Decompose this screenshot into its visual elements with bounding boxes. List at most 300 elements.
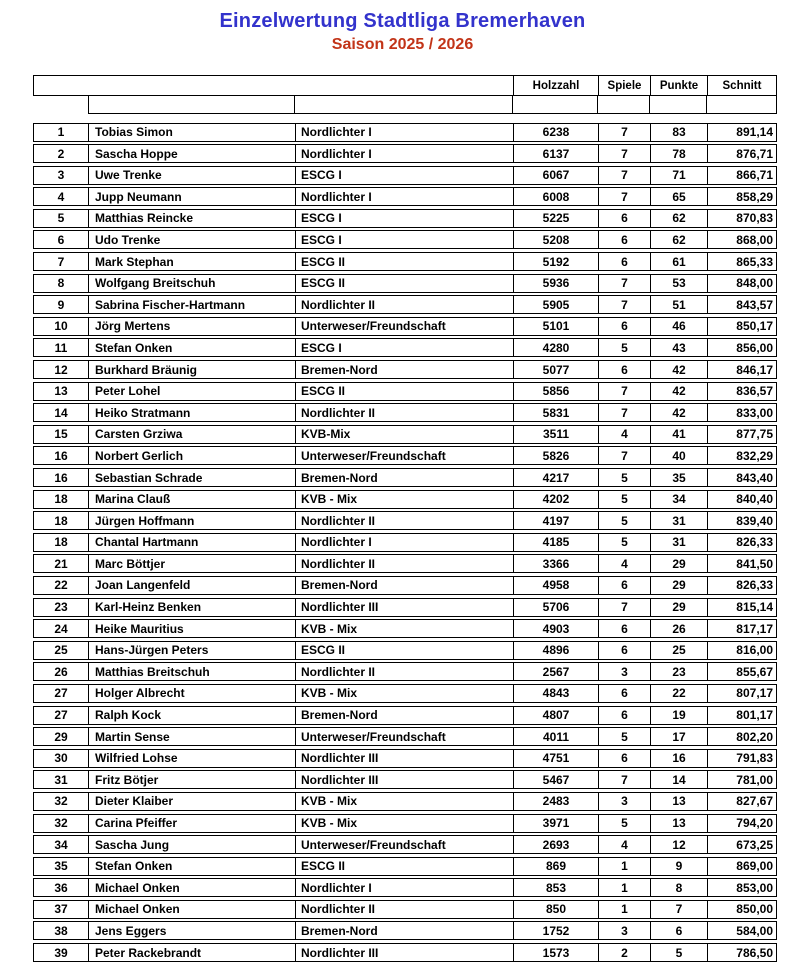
schnitt-cell: 840,40: [736, 492, 773, 507]
table-row: [33, 274, 777, 293]
team-cell: ESCG II: [296, 383, 514, 400]
punkte-cell: 29: [651, 555, 708, 572]
table-row: [33, 792, 777, 811]
spiele-cell: 7: [599, 167, 651, 184]
header-schnitt: Schnitt: [722, 79, 762, 92]
rank-cell: 25: [34, 642, 89, 659]
table-row: [33, 123, 777, 142]
rank-cell: 6: [34, 231, 89, 248]
punkte-cell: 41: [651, 426, 708, 443]
rank-cell: 29: [34, 728, 89, 745]
table-row: [33, 317, 777, 336]
rank-cell: 39: [34, 944, 89, 961]
rank-cell: 37: [34, 901, 89, 918]
holzzahl-cell: 6238: [514, 124, 599, 141]
schnitt-cell: 802,20: [736, 729, 773, 744]
rank-cell: 26: [34, 663, 89, 680]
holzzahl-cell: 4280: [514, 339, 599, 356]
team-cell: KVB - Mix: [296, 620, 514, 637]
holzzahl-cell: 4751: [514, 750, 599, 767]
rank-cell: 18: [34, 491, 89, 508]
team-cell: ESCG I: [296, 210, 514, 227]
punkte-cell: 13: [651, 815, 708, 832]
name-cell: Dieter Klaiber: [89, 793, 296, 810]
spiele-cell: 4: [599, 555, 651, 572]
punkte-cell: 62: [651, 231, 708, 248]
name-cell: Sascha Jung: [89, 836, 296, 853]
schnitt-cell: 841,50: [736, 556, 773, 571]
schnitt-cell: 832,29: [736, 448, 773, 463]
schnitt-cell: 855,67: [736, 664, 773, 679]
punkte-cell: 42: [651, 361, 708, 378]
table-row: [33, 921, 777, 940]
table-header-row-2: [33, 95, 777, 114]
name-cell: Stefan Onken: [89, 858, 296, 875]
holzzahl-cell: 5208: [514, 231, 599, 248]
table-row: [33, 382, 777, 401]
team-cell: Bremen-Nord: [296, 707, 514, 724]
holzzahl-cell: 5856: [514, 383, 599, 400]
rank-cell: 4: [34, 188, 89, 205]
holzzahl-cell: 3366: [514, 555, 599, 572]
rank-cell: 31: [34, 771, 89, 788]
holzzahl-cell: 5831: [514, 404, 599, 421]
holzzahl-cell: 4197: [514, 512, 599, 529]
holzzahl-cell: 5706: [514, 599, 599, 616]
name-cell: Michael Onken: [89, 879, 296, 896]
holzzahl-cell: 5225: [514, 210, 599, 227]
schnitt-cell: 843,40: [736, 470, 773, 485]
spiele-cell: 6: [599, 231, 651, 248]
schnitt-cell: 815,14: [736, 600, 773, 615]
rank-column-spacer: [33, 95, 88, 114]
spiele-cell: 5: [599, 728, 651, 745]
name-cell: Karl-Heinz Benken: [89, 599, 296, 616]
name-cell: Marina Clauß: [89, 491, 296, 508]
punkte-cell: 46: [651, 318, 708, 335]
schnitt-cell: 865,33: [736, 254, 773, 269]
team-cell: Nordlichter II: [296, 296, 514, 313]
name-cell: Sabrina Fischer-Hartmann: [89, 296, 296, 313]
name-cell: Ralph Kock: [89, 707, 296, 724]
schnitt-cell: 826,33: [736, 578, 773, 593]
page-title: Einzelwertung Stadtliga Bremerhaven: [219, 10, 586, 32]
page: [0, 10, 805, 960]
spiele-cell: 6: [599, 642, 651, 659]
rank-cell: 9: [34, 296, 89, 313]
team-cell: Unterweser/Freundschaft: [296, 318, 514, 335]
spiele-cell: 6: [599, 361, 651, 378]
team-cell: Bremen-Nord: [296, 922, 514, 939]
punkte-cell: 51: [651, 296, 708, 313]
team-cell: KVB - Mix: [296, 491, 514, 508]
schnitt-cell: 781,00: [736, 772, 773, 787]
rank-cell: 35: [34, 858, 89, 875]
team-cell: KVB - Mix: [296, 793, 514, 810]
holzzahl-cell: 3511: [514, 426, 599, 443]
rank-cell: 13: [34, 383, 89, 400]
team-cell: KVB-Mix: [296, 426, 514, 443]
name-cell: Peter Rackebrandt: [89, 944, 296, 961]
punkte-cell: 14: [651, 771, 708, 788]
spiele-cell: 7: [599, 771, 651, 788]
rank-cell: 1: [34, 124, 89, 141]
punkte-cell: 34: [651, 491, 708, 508]
name-cell: Wilfried Lohse: [89, 750, 296, 767]
table-row: [33, 425, 777, 444]
schnitt-cell: 850,17: [736, 319, 773, 334]
holzzahl-cell: 4011: [514, 728, 599, 745]
table-row: [33, 900, 777, 919]
name-cell: Heiko Stratmann: [89, 404, 296, 421]
rank-cell: 27: [34, 685, 89, 702]
table-row: [33, 770, 777, 789]
spiele-cell: 7: [599, 145, 651, 162]
schnitt-cell: 856,00: [736, 340, 773, 355]
schnitt-cell: 826,33: [736, 535, 773, 550]
table-row: [33, 338, 777, 357]
punkte-cell: 31: [651, 512, 708, 529]
holzzahl-cell: 5467: [514, 771, 599, 788]
spiele-cell: 1: [599, 901, 651, 918]
holzzahl-cell: 4217: [514, 469, 599, 486]
rank-cell: 32: [34, 793, 89, 810]
table-row: [33, 749, 777, 768]
team-cell: Nordlichter II: [296, 555, 514, 572]
spiele-cell: 1: [599, 858, 651, 875]
rank-cell: 3: [34, 167, 89, 184]
schnitt-cell: 876,71: [736, 146, 773, 161]
schnitt-cell: 794,20: [736, 816, 773, 830]
spiele-cell: 5: [599, 469, 651, 486]
schnitt-cell: 816,00: [736, 643, 773, 658]
spiele-cell: 7: [599, 124, 651, 141]
table-row: [33, 295, 777, 314]
name-cell: Jens Eggers: [89, 922, 296, 939]
holzzahl-cell: 5936: [514, 275, 599, 292]
punkte-cell: 19: [651, 707, 708, 724]
rank-cell: 7: [34, 253, 89, 270]
rank-cell: 38: [34, 922, 89, 939]
punkte-cell: 43: [651, 339, 708, 356]
ranking-table: [33, 75, 777, 965]
name-cell: Martin Sense: [89, 728, 296, 745]
spiele-cell: 6: [599, 620, 651, 637]
schnitt-cell: 833,00: [736, 405, 773, 420]
schnitt-cell: 848,00: [736, 276, 773, 291]
table-row: [33, 684, 777, 703]
empty-holzzahl-cell: [513, 96, 598, 113]
schnitt-cell: 866,71: [736, 168, 773, 183]
schnitt-cell: 870,83: [736, 211, 773, 226]
spiele-cell: 4: [599, 426, 651, 443]
name-cell: Stefan Onken: [89, 339, 296, 356]
spiele-cell: 5: [599, 534, 651, 551]
header-punkte: Punkte: [651, 76, 708, 95]
punkte-cell: 25: [651, 642, 708, 659]
punkte-cell: 22: [651, 685, 708, 702]
empty-team-cell: [295, 96, 513, 113]
team-cell: Nordlichter II: [296, 663, 514, 680]
spiele-cell: 5: [599, 339, 651, 356]
rank-cell: 22: [34, 577, 89, 594]
punkte-cell: 26: [651, 620, 708, 637]
table-row: [33, 641, 777, 660]
table-row: [33, 403, 777, 422]
holzzahl-cell: 4807: [514, 707, 599, 724]
holzzahl-cell: 5192: [514, 253, 599, 270]
team-cell: Nordlichter III: [296, 599, 514, 616]
spiele-cell: 3: [599, 663, 651, 680]
team-cell: KVB - Mix: [296, 685, 514, 702]
name-cell: Jupp Neumann: [89, 188, 296, 205]
rank-cell: 2: [34, 145, 89, 162]
team-cell: Bremen-Nord: [296, 577, 514, 594]
table-rows: [33, 123, 777, 963]
punkte-cell: 61: [651, 253, 708, 270]
spiele-cell: 7: [599, 275, 651, 292]
table-row: [33, 706, 777, 725]
table-row: [33, 144, 777, 163]
empty-name-cell: [89, 96, 295, 113]
name-cell: Joan Langenfeld: [89, 577, 296, 594]
name-cell: Tobias Simon: [89, 124, 296, 141]
name-cell: Matthias Breitschuh: [89, 663, 296, 680]
empty-spiele-cell: [598, 96, 650, 113]
schnitt-cell: 786,50: [736, 945, 773, 960]
punkte-cell: 40: [651, 447, 708, 464]
name-cell: Mark Stephan: [89, 253, 296, 270]
table-row: [33, 662, 777, 681]
holzzahl-cell: 4843: [514, 685, 599, 702]
table-row: [33, 360, 777, 379]
spiele-cell: 5: [599, 815, 651, 832]
team-cell: Unterweser/Freundschaft: [296, 728, 514, 745]
name-cell: Peter Lohel: [89, 383, 296, 400]
punkte-cell: 16: [651, 750, 708, 767]
holzzahl-cell: 2693: [514, 836, 599, 853]
schnitt-cell: 791,83: [736, 751, 773, 766]
rank-cell: 21: [34, 555, 89, 572]
rank-cell: 24: [34, 620, 89, 637]
team-cell: ESCG II: [296, 858, 514, 875]
spiele-cell: 3: [599, 793, 651, 810]
name-cell: Udo Trenke: [89, 231, 296, 248]
punkte-cell: 42: [651, 404, 708, 421]
team-cell: ESCG I: [296, 231, 514, 248]
name-cell: Michael Onken: [89, 901, 296, 918]
punkte-cell: 7: [651, 901, 708, 918]
table-row: [33, 814, 777, 833]
schnitt-cell: 858,29: [736, 189, 773, 204]
holzzahl-cell: 4185: [514, 534, 599, 551]
spiele-cell: 1: [599, 879, 651, 896]
rank-cell: 15: [34, 426, 89, 443]
rank-cell: 10: [34, 318, 89, 335]
schnitt-cell: 801,17: [736, 708, 773, 723]
rank-cell: 34: [34, 836, 89, 853]
name-cell: Sebastian Schrade: [89, 469, 296, 486]
name-cell: Matthias Reincke: [89, 210, 296, 227]
team-cell: Nordlichter II: [296, 404, 514, 421]
team-cell: Nordlichter III: [296, 944, 514, 961]
table-row: [33, 598, 777, 617]
holzzahl-cell: 5905: [514, 296, 599, 313]
spiele-cell: 7: [599, 296, 651, 313]
holzzahl-cell: 5077: [514, 361, 599, 378]
schnitt-cell: 850,00: [736, 902, 773, 917]
rank-cell: 8: [34, 275, 89, 292]
spiele-cell: 7: [599, 383, 651, 400]
name-cell: Wolfgang Breitschuh: [89, 275, 296, 292]
holzzahl-cell: 5826: [514, 447, 599, 464]
holzzahl-cell: 2567: [514, 663, 599, 680]
schnitt-cell: 839,40: [736, 513, 773, 528]
holzzahl-cell: 1573: [514, 944, 599, 961]
holzzahl-cell: 6008: [514, 188, 599, 205]
name-cell: Hans-Jürgen Peters: [89, 642, 296, 659]
name-cell: Chantal Hartmann: [89, 534, 296, 551]
punkte-cell: 83: [651, 124, 708, 141]
name-cell: Norbert Gerlich: [89, 447, 296, 464]
spiele-cell: 6: [599, 707, 651, 724]
schnitt-cell: 853,00: [736, 880, 773, 895]
name-cell: Sascha Hoppe: [89, 145, 296, 162]
spiele-cell: 6: [599, 253, 651, 270]
schnitt-cell: 877,75: [736, 427, 773, 442]
table-row: [33, 490, 777, 509]
rank-cell: 18: [34, 512, 89, 529]
schnitt-cell: 843,57: [736, 297, 773, 312]
team-cell: ESCG II: [296, 275, 514, 292]
team-cell: Bremen-Nord: [296, 361, 514, 378]
name-cell: Jörg Mertens: [89, 318, 296, 335]
table-row: [33, 554, 777, 573]
page-subtitle: Saison 2025 / 2026: [331, 36, 474, 53]
schnitt-cell: 836,57: [736, 384, 773, 399]
header-empty-cells: [88, 95, 777, 114]
holzzahl-cell: 4202: [514, 491, 599, 508]
punkte-cell: 31: [651, 534, 708, 551]
spiele-cell: 6: [599, 210, 651, 227]
punkte-cell: 8: [651, 879, 708, 896]
team-cell: ESCG I: [296, 167, 514, 184]
holzzahl-cell: 6067: [514, 167, 599, 184]
header-holzzahl: Holzzahl: [514, 76, 599, 95]
rank-cell: 14: [34, 404, 89, 421]
schnitt-cell: 827,67: [736, 794, 773, 809]
schnitt-cell: 673,25: [736, 837, 773, 852]
punkte-cell: 53: [651, 275, 708, 292]
holzzahl-cell: 2483: [514, 793, 599, 810]
name-cell: Carsten Grziwa: [89, 426, 296, 443]
spiele-cell: 7: [599, 447, 651, 464]
name-cell: Fritz Bötjer: [89, 771, 296, 788]
holzzahl-cell: 3971: [514, 815, 599, 832]
holzzahl-cell: 5101: [514, 318, 599, 335]
team-cell: Nordlichter I: [296, 879, 514, 896]
name-cell: Uwe Trenke: [89, 167, 296, 184]
holzzahl-cell: 4896: [514, 642, 599, 659]
punkte-cell: 29: [651, 599, 708, 616]
name-cell: Burkhard Bräunig: [89, 361, 296, 378]
holzzahl-cell: 6137: [514, 145, 599, 162]
spiele-cell: 4: [599, 836, 651, 853]
rank-cell: 16: [34, 447, 89, 464]
spiele-cell: 3: [599, 922, 651, 939]
punkte-cell: 9: [651, 858, 708, 875]
rank-cell: 5: [34, 210, 89, 227]
team-cell: Nordlichter I: [296, 188, 514, 205]
table-row: [33, 230, 777, 249]
table-row: [33, 878, 777, 897]
holzzahl-cell: 4958: [514, 577, 599, 594]
punkte-cell: 42: [651, 383, 708, 400]
table-header-row-1: [33, 75, 777, 96]
holzzahl-cell: 869: [514, 858, 599, 875]
spiele-cell: 5: [599, 491, 651, 508]
team-cell: Unterweser/Freundschaft: [296, 836, 514, 853]
name-cell: Carina Pfeiffer: [89, 815, 296, 832]
rank-cell: 30: [34, 750, 89, 767]
name-cell: Jürgen Hoffmann: [89, 512, 296, 529]
punkte-cell: 5: [651, 944, 708, 961]
team-cell: Nordlichter I: [296, 145, 514, 162]
punkte-cell: 23: [651, 663, 708, 680]
name-cell: Heike Mauritius: [89, 620, 296, 637]
table-row: [33, 835, 777, 854]
schnitt-cell: 807,17: [736, 686, 773, 701]
holzzahl-cell: 1752: [514, 922, 599, 939]
spiele-cell: 6: [599, 685, 651, 702]
punkte-cell: 71: [651, 167, 708, 184]
spiele-cell: 7: [599, 599, 651, 616]
table-row: [33, 252, 777, 271]
rank-cell: 18: [34, 534, 89, 551]
table-row: [33, 943, 777, 962]
team-cell: Nordlichter III: [296, 750, 514, 767]
schnitt-cell: 891,14: [736, 125, 773, 139]
rank-cell: 32: [34, 815, 89, 832]
schnitt-cell: 584,00: [736, 923, 773, 938]
table-row: [33, 209, 777, 228]
schnitt-cell: 846,17: [736, 362, 773, 377]
spiele-cell: 6: [599, 318, 651, 335]
team-cell: ESCG I: [296, 339, 514, 356]
holzzahl-cell: 850: [514, 901, 599, 918]
team-cell: ESCG II: [296, 253, 514, 270]
schnitt-cell: 868,00: [736, 232, 773, 247]
punkte-cell: 6: [651, 922, 708, 939]
empty-punkte-cell: [650, 96, 707, 113]
schnitt-cell: 869,00: [736, 859, 773, 874]
rank-cell: 16: [34, 469, 89, 486]
holzzahl-cell: 853: [514, 879, 599, 896]
rank-cell: 11: [34, 339, 89, 356]
table-row: [33, 468, 777, 487]
table-row: [33, 533, 777, 552]
table-row: [33, 576, 777, 595]
team-cell: Nordlichter I: [296, 124, 514, 141]
rank-cell: 12: [34, 361, 89, 378]
spiele-cell: 5: [599, 512, 651, 529]
table-row: [33, 187, 777, 206]
name-cell: Holger Albrecht: [89, 685, 296, 702]
team-cell: ESCG II: [296, 642, 514, 659]
team-cell: Nordlichter II: [296, 512, 514, 529]
spiele-cell: 7: [599, 188, 651, 205]
table-row: [33, 446, 777, 465]
